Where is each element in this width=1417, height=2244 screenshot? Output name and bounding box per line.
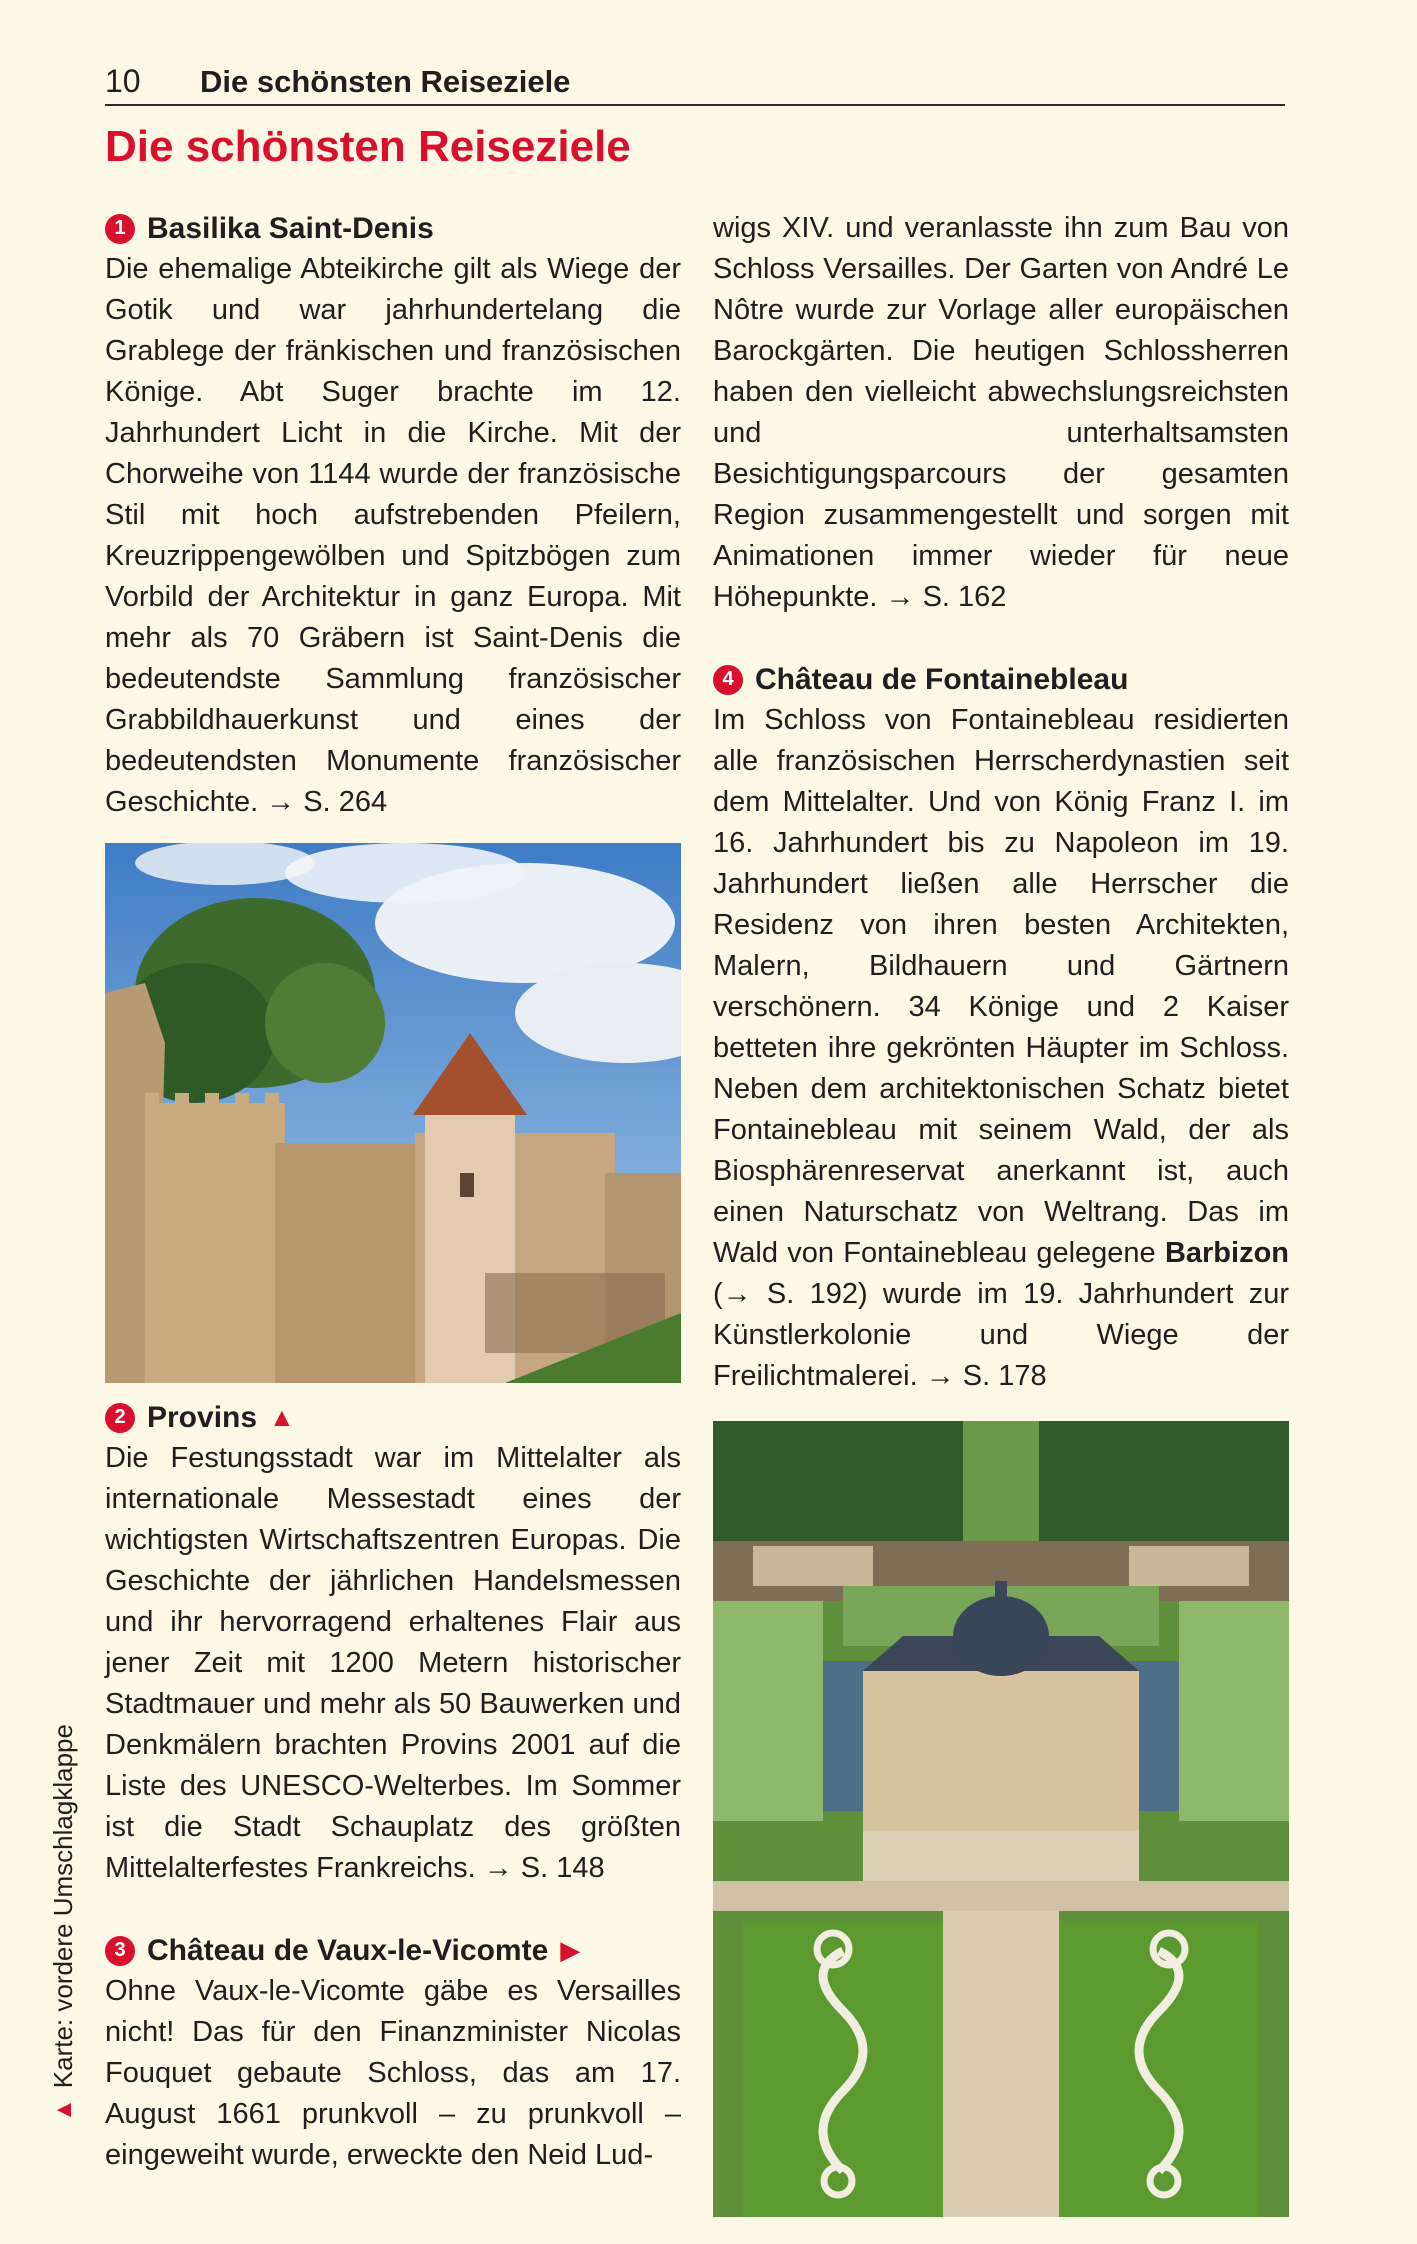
page-number: 10: [105, 63, 141, 99]
entry-number-badge: 1: [105, 214, 135, 244]
entry-number-badge: 3: [105, 1936, 135, 1966]
map-reference-text: Karte: vordere Umschlagklappe: [48, 1724, 78, 2089]
entry-heading: [713, 659, 1289, 700]
entry-heading: [105, 1397, 681, 1438]
entry-title: Provins: [147, 1401, 258, 1434]
entry-text-part: Im Schloss von Fontainebleau residierten alle französischen Herrscherdynastien seit dem Mittelalter. Und von König Franz I. im 16. Jahrhundert bis zu Napoleon im 19. Jahrhundert ließen alle Herrscher die Residenz von ihren besten Architekten, Malern, Bildhauern und Gärtnern verschönern. 34 Könige und 2 Kaiser betteten ihre gekrönten Häupter im Schloss. Neben dem architektonischen Schatz bietet Fontainebleau mit seinem Wald, der als Biosphärenreservat anerkannt ist, auch einen Naturschatz von Weltrang. Das im Wald von Fontainebleau gelegene: [713, 704, 1289, 1269]
entry-heading: [105, 208, 681, 249]
map-marker-icon: ▲: [49, 2098, 77, 2122]
running-title: Die schönsten Reiseziele: [200, 64, 571, 99]
entry-text: Die ehemalige Abteikirche gilt als Wiege der Gotik und war jahrhundertelang die Grablege der fränkischen und französischen Könige. Abt Suger brachte im 12. Jahrhundert Licht in die Kirche. Mit der Chorweihe von 1144 wurde der französische Stil mit hoch aufstrebenden Pfeilern, Kreuzrippengewölben und Spitzbögen zum Vorbild der Architektur in ganz Europa. Mit mehr als 70 Gräbern ist Saint-Denis die bedeutendste Sammlung französischer Grabbildhauerkunst und eines der bedeutendsten Monumente französischer Geschichte. → S. 264: [105, 253, 681, 818]
entry-text-part: (→ S. 192) wurde im 19. Jahrhundert zur Künstlerkolonie und Wiege der Freilichtmalerei. → S. 178: [713, 1278, 1289, 1392]
right-column: [713, 208, 1289, 2217]
map-marker-icon: ▲: [269, 1402, 295, 1432]
left-column: [105, 208, 681, 2176]
page-header: [105, 64, 1285, 106]
entry-provins: [105, 1397, 681, 1889]
photo-vaux-le-vicomte: [713, 1421, 1289, 2217]
entry-text: Die Festungsstadt war im Mittelalter als internationale Messestadt eines der wichtigsten Wirtschaftszentren Europas. Die Geschichte der jährlichen Handelsmessen und ihr hervorragend erhaltenes Flair aus jener Zeit mit 1200 Metern historischer Stadtmauer und mehr als 50 Bauwerken und Denkmälern brachten Provins 2001 auf die Liste des UNESCO-Welterbes. Im Sommer ist die Stadt Schauplatz des größten Mittelalterfestes Frankreichs. → S. 148: [105, 1442, 681, 1884]
entry-text: [713, 700, 1289, 1397]
entry-title: Château de Vaux-le-Vicomte: [147, 1934, 549, 1967]
entry-title: Basilika Saint-Denis: [147, 212, 434, 245]
entry-title: Château de Fontainebleau: [755, 663, 1129, 696]
map-reference-label: [48, 1724, 79, 2122]
entry-number-badge: 4: [713, 665, 743, 695]
entry-vaux-le-vicomte: [105, 1930, 681, 2176]
page-title: Die schönsten Reiseziele: [105, 122, 631, 171]
photo-provins-walls: [105, 843, 681, 1383]
entry-text: wigs XIV. und veranlasste ihn zum Bau von Schloss Versailles. Der Garten von André Le Nôtre wurde zur Vorlage aller europäischen Barockgärten. Die heutigen Schlossherren haben den vielleicht abwechslungsreichsten und unterhaltsamsten Besichtigungsparcours der gesamten Region zusammengestellt und sorgen mit Animationen immer wieder für neue Höhepunkte. → S. 162: [713, 212, 1289, 613]
bold-place-name: Barbizon: [1164, 1237, 1290, 1269]
entry-fontainebleau: [713, 659, 1289, 1397]
entry-heading: [105, 1930, 681, 1971]
entry-text: Ohne Vaux-le-Vicomte gäbe es Versailles nicht! Das für den Finanzminister Nicolas Fouquet gebaute Schloss, das am 17. August 1661 prunkvoll – zu prunkvoll – eingeweiht wurde, erweckte den Neid Lud-: [105, 1975, 681, 2171]
map-marker-icon: ▶: [560, 1935, 581, 1965]
entry-basilika-saint-denis: [105, 208, 681, 823]
entry-vaux-le-vicomte-continued: [713, 208, 1289, 618]
entry-number-badge: 2: [105, 1403, 135, 1433]
